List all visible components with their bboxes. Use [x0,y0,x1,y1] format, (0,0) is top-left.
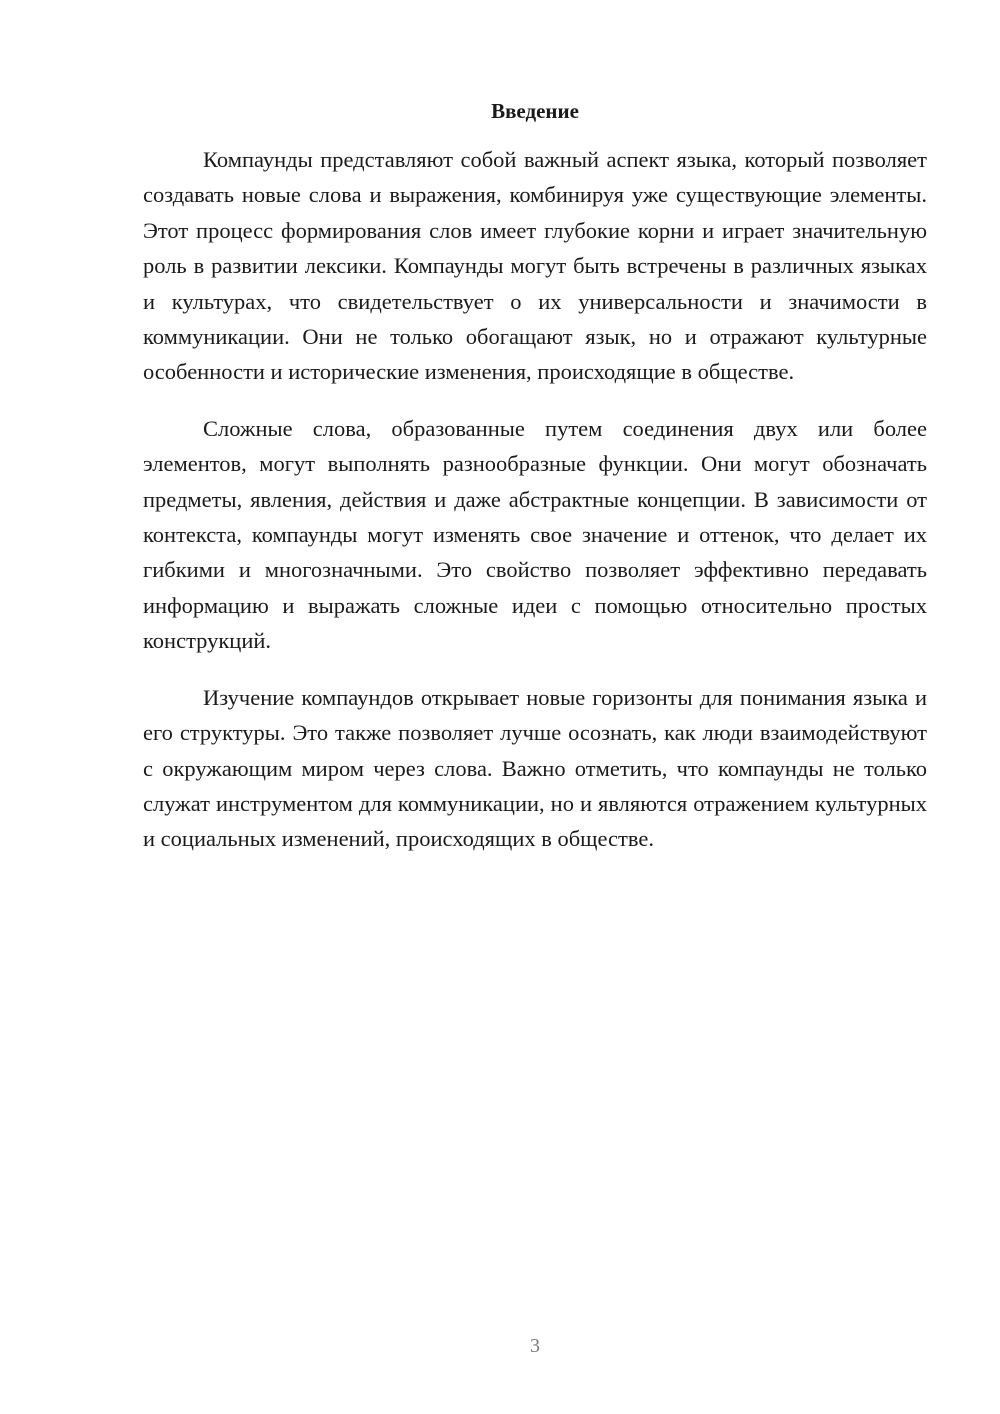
paragraph-1: Компаунды представляют собой важный аспект языка, который позволяет создавать новые слова и выражения, комбинируя уже существующие элементы. Этот процесс формирования слов имеет глубокие корни и играет значительную роль в развитии лексики. Компаунды могут быть встречены в различных языках и культурах, что свидетельствует о их универсальности и значимости в коммуникации. Они не только обогащают язык, но и отражают культурные особенности и исторические изменения, происходящие в обществе. [143,147,927,385]
document-body [143,142,927,878]
paragraph-2: Сложные слова, образованные путем соединения двух или более элементов, могут выполнять разнообразные функции. Они могут обозначать предметы, явления, действия и даже абстрактные концепции. В зависимости от контекста, компаунды могут изменять свое значение и оттенок, что делает их гибкими и многозначными. Это свойство позволяет эффективно передавать информацию и выражать сложные идеи с помощью относительно простых конструкций. [143,415,927,654]
document-title: Введение [491,99,579,123]
paragraph-3: Изучение компаундов открывает новые горизонты для понимания языка и его структуры. Это также позволяет лучше осознать, как люди взаимодействуют с окружающим миром через слова. Важно отметить, что компаунды не только служат инструментом для коммуникации, но и являются отражением культурных и социальных изменений, происходящих в обществе. [143,684,927,852]
page-number: 3 [530,1335,540,1357]
